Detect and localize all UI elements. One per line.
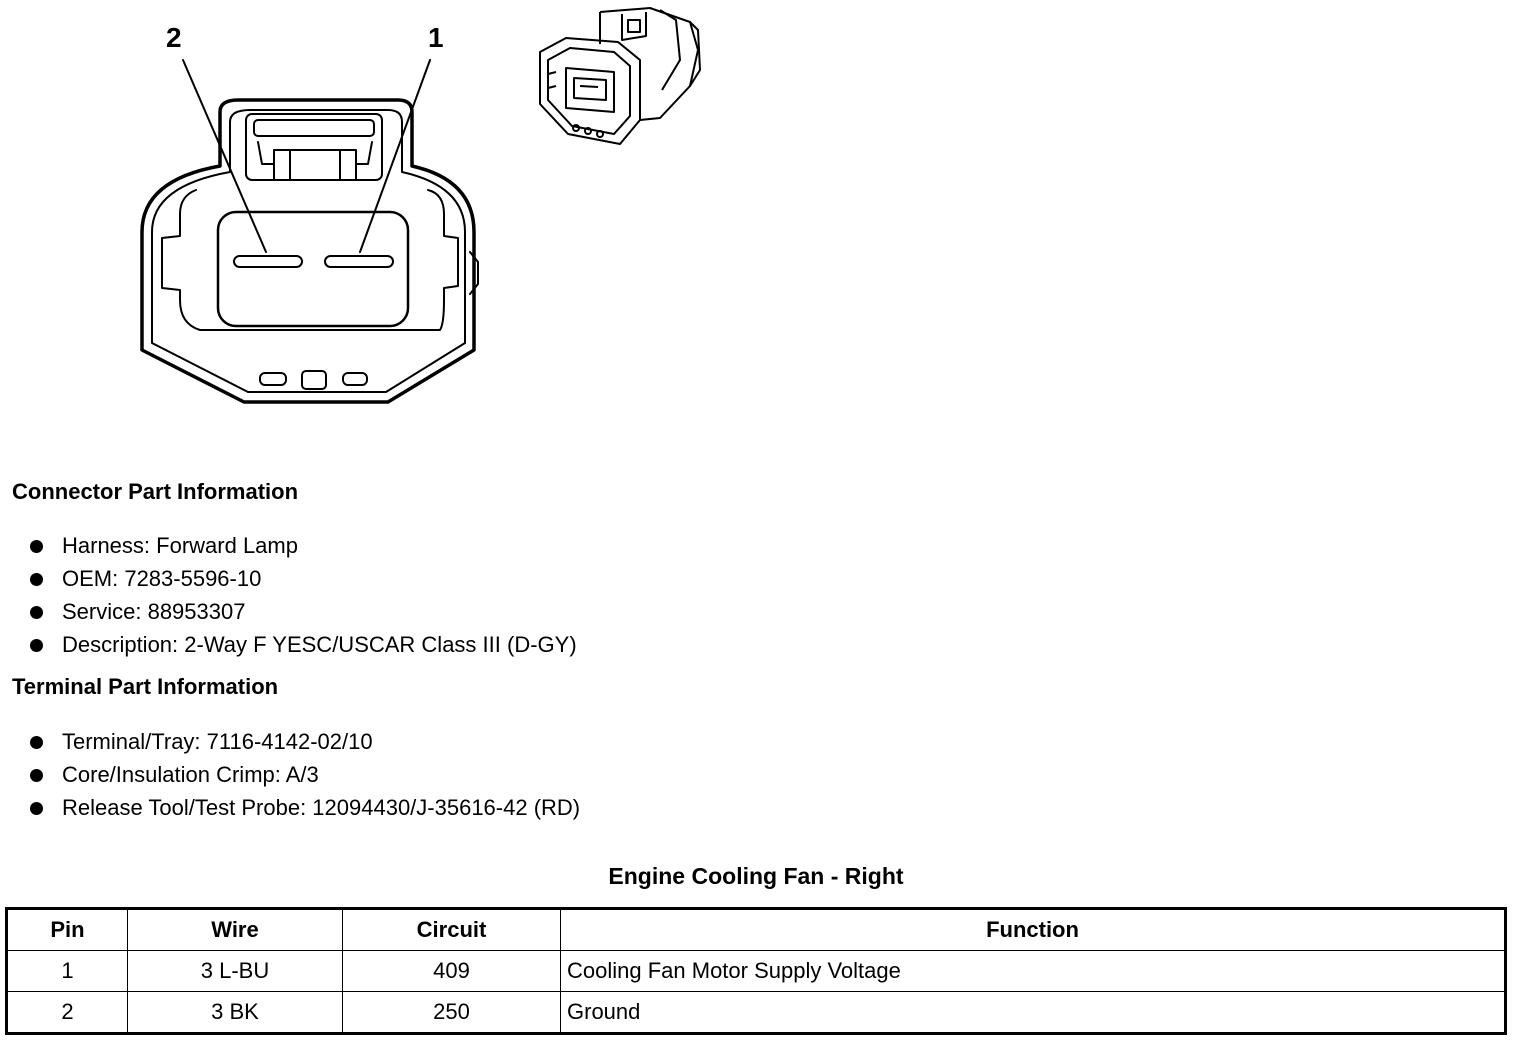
leader-line-pin-1 [360, 60, 430, 252]
terminal-slot-2 [234, 256, 302, 267]
cell-pin: 2 [7, 992, 128, 1034]
connector-part-info-heading: Connector Part Information [12, 479, 299, 504]
list-item [0, 761, 580, 794]
bottom-window-center [302, 371, 326, 389]
column-header-wire: Wire [128, 909, 343, 951]
terminal-cavity-body [218, 212, 408, 326]
connector-illustration [0, 0, 760, 420]
connector-inner-ring [152, 110, 465, 392]
list-item [0, 728, 580, 761]
bullet-icon [30, 639, 43, 652]
bottom-window-left [260, 373, 286, 385]
cell-wire: 3 BK [128, 992, 343, 1034]
pin-table [5, 907, 1507, 1035]
cell-function: Ground [561, 992, 1506, 1034]
list-item-text: Service: 88953307 [62, 599, 246, 624]
list-item [0, 631, 577, 664]
list-item-text: Core/Insulation Crimp: A/3 [62, 762, 319, 787]
pin-label-1: 1 [428, 22, 444, 53]
bullet-icon [30, 573, 43, 586]
list-item [0, 565, 577, 598]
table-row [7, 992, 1506, 1034]
pin-table-title: Engine Cooling Fan - Right [608, 863, 904, 889]
connector-housing-outline [142, 100, 474, 402]
list-item-text: Harness: Forward Lamp [62, 533, 298, 558]
terminal-part-info-heading: Terminal Part Information [12, 674, 279, 699]
column-header-circuit: Circuit [343, 909, 561, 951]
list-item-text: OEM: 7283-5596-10 [62, 566, 262, 591]
list-item [0, 532, 577, 565]
terminal-slot-1 [325, 256, 393, 267]
list-item [0, 794, 580, 827]
cell-circuit: 409 [343, 951, 561, 992]
terminal-part-info-list [0, 728, 580, 827]
connector-isometric-view-icon [540, 8, 700, 144]
leader-line-pin-2 [183, 60, 266, 252]
bullet-icon [30, 736, 43, 749]
pin-label-2: 2 [166, 22, 182, 53]
column-header-pin: Pin [7, 909, 128, 951]
table-header-row [7, 909, 1506, 951]
bottom-window-right [343, 373, 367, 385]
bullet-icon [30, 540, 43, 553]
table-row [7, 951, 1506, 992]
latch-icon [246, 114, 382, 180]
bullet-icon [30, 769, 43, 782]
column-header-function: Function [561, 909, 1506, 951]
bullet-icon [30, 802, 43, 815]
cell-circuit: 250 [343, 992, 561, 1034]
connector-part-info-list [0, 532, 577, 664]
cell-pin: 1 [7, 951, 128, 992]
bullet-icon [30, 606, 43, 619]
list-item-text: Release Tool/Test Probe: 12094430/J-35616-42 (RD) [62, 795, 581, 820]
list-item-text: Terminal/Tray: 7116-4142-02/10 [62, 729, 373, 754]
cell-function: Cooling Fan Motor Supply Voltage [561, 951, 1506, 992]
cell-wire: 3 L-BU [128, 951, 343, 992]
list-item-text: Description: 2-Way F YESC/USCAR Class III (D-GY) [62, 632, 577, 657]
list-item [0, 598, 577, 631]
